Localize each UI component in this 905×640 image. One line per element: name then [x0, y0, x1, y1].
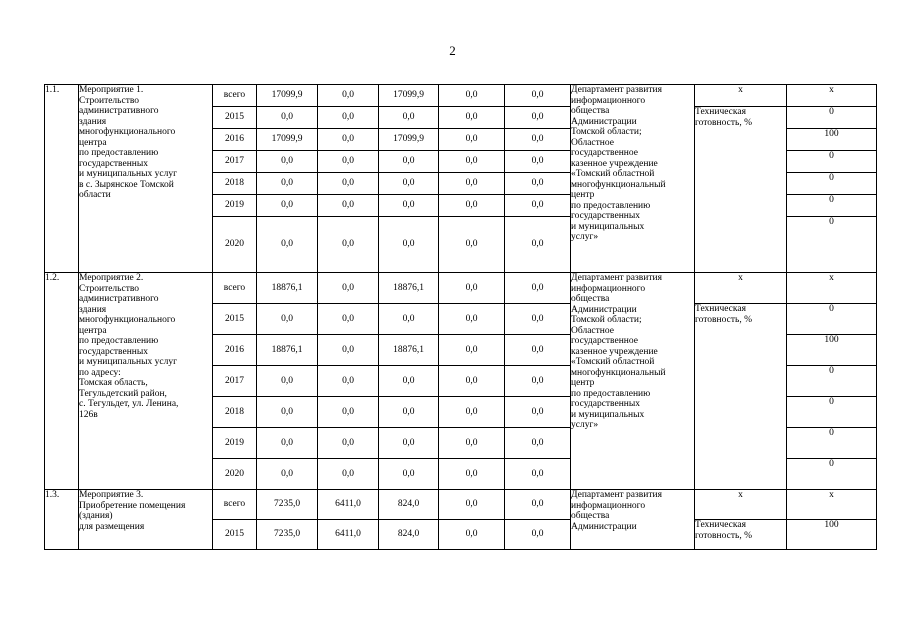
- indicator-value: 0: [787, 107, 877, 129]
- amount-value: 0,0: [379, 428, 439, 459]
- amount-value: 0,0: [379, 151, 439, 173]
- row-number: 1.1.: [45, 85, 79, 273]
- year-label: 2018: [213, 173, 257, 195]
- amount-value: 0,0: [318, 459, 379, 490]
- year-label: 2017: [213, 366, 257, 397]
- amount-value: 18876,1: [257, 335, 318, 366]
- amount-value: 7235,0: [257, 520, 318, 550]
- amount-value: 0,0: [505, 217, 571, 273]
- indicator-value: 0: [787, 459, 877, 490]
- amount-value: 0,0: [439, 335, 505, 366]
- amount-value: 0,0: [379, 107, 439, 129]
- amount-value: 0,0: [439, 397, 505, 428]
- amount-value: 0,0: [257, 107, 318, 129]
- amount-value: 17099,9: [379, 129, 439, 151]
- amount-value: 0,0: [439, 366, 505, 397]
- measure-name: Мероприятие 2. Строительство административного здания многофункционального центра по предоставлению государственных и муниципальных услуг по адресу: Томская область, Тегульдетский район, с. Тегульдет, ул. Ленина, 126в: [79, 273, 213, 490]
- amount-value: 0,0: [439, 107, 505, 129]
- amount-value: 0,0: [318, 195, 379, 217]
- amount-value: 0,0: [505, 428, 571, 459]
- indicator-value: 0: [787, 428, 877, 459]
- amount-value: 0,0: [379, 173, 439, 195]
- amount-value: 6411,0: [318, 520, 379, 550]
- table-body: [45, 85, 877, 550]
- amount-value: 0,0: [439, 520, 505, 550]
- row-number: 1.3.: [45, 490, 79, 550]
- indicator-name: Техническая готовность, %: [695, 520, 787, 550]
- year-label: 2020: [213, 459, 257, 490]
- amount-value: 0,0: [318, 273, 379, 304]
- year-label: 2016: [213, 129, 257, 151]
- amount-value: 18876,1: [257, 273, 318, 304]
- amount-value: 0,0: [439, 173, 505, 195]
- amount-value: 0,0: [257, 397, 318, 428]
- amount-value: 0,0: [318, 151, 379, 173]
- amount-value: 0,0: [318, 85, 379, 107]
- amount-value: 0,0: [439, 151, 505, 173]
- year-label: 2017: [213, 151, 257, 173]
- amount-value: 0,0: [505, 107, 571, 129]
- amount-value: 0,0: [318, 397, 379, 428]
- amount-value: 0,0: [439, 129, 505, 151]
- indicator-value: 0: [787, 366, 877, 397]
- table-row: [45, 273, 877, 304]
- indicator-value: 100: [787, 520, 877, 550]
- amount-value: 0,0: [257, 428, 318, 459]
- amount-value: 0,0: [505, 129, 571, 151]
- indicator-value: 0: [787, 173, 877, 195]
- amount-value: 0,0: [379, 195, 439, 217]
- amount-value: 0,0: [257, 151, 318, 173]
- amount-value: 17099,9: [257, 85, 318, 107]
- indicator-name: Техническая готовность, %: [695, 107, 787, 273]
- amount-value: 0,0: [505, 397, 571, 428]
- amount-value: 0,0: [379, 366, 439, 397]
- amount-value: 17099,9: [257, 129, 318, 151]
- measure-name: Мероприятие 3. Приобретение помещения (здания) для размещения: [79, 490, 213, 550]
- year-label: всего: [213, 85, 257, 107]
- page-number: 2: [449, 43, 456, 58]
- year-label: всего: [213, 273, 257, 304]
- year-label: 2015: [213, 304, 257, 335]
- amount-value: 0,0: [379, 304, 439, 335]
- program-table: [44, 84, 877, 550]
- indicator-mark: x: [695, 85, 787, 107]
- amount-value: 0,0: [439, 459, 505, 490]
- amount-value: 0,0: [439, 304, 505, 335]
- amount-value: 0,0: [257, 459, 318, 490]
- indicator-value: 100: [787, 129, 877, 151]
- amount-value: 0,0: [505, 173, 571, 195]
- amount-value: 0,0: [318, 217, 379, 273]
- year-label: 2015: [213, 520, 257, 550]
- amount-value: 0,0: [379, 397, 439, 428]
- responsible-department: Департамент развития информационного общества Администрации Томской области; Областное государственное казенное учреждение «Томский областной многофункциональный центр по предоставлению государственных и муниципальных услуг»: [571, 273, 695, 490]
- amount-value: 0,0: [439, 85, 505, 107]
- year-label: 2016: [213, 335, 257, 366]
- indicator-value: 0: [787, 151, 877, 173]
- amount-value: 0,0: [318, 304, 379, 335]
- indicator-value-mark: x: [787, 85, 877, 107]
- indicator-name: Техническая готовность, %: [695, 304, 787, 490]
- amount-value: 0,0: [318, 107, 379, 129]
- amount-value: 18876,1: [379, 335, 439, 366]
- amount-value: 0,0: [257, 304, 318, 335]
- amount-value: 0,0: [257, 366, 318, 397]
- table-row: [45, 85, 877, 107]
- amount-value: 0,0: [505, 273, 571, 304]
- amount-value: 0,0: [318, 335, 379, 366]
- amount-value: 0,0: [379, 217, 439, 273]
- year-label: 2019: [213, 195, 257, 217]
- amount-value: 0,0: [318, 129, 379, 151]
- amount-value: 0,0: [439, 490, 505, 520]
- amount-value: 0,0: [439, 217, 505, 273]
- amount-value: 0,0: [505, 151, 571, 173]
- amount-value: 17099,9: [379, 85, 439, 107]
- amount-value: 18876,1: [379, 273, 439, 304]
- amount-value: 0,0: [257, 217, 318, 273]
- amount-value: 824,0: [379, 490, 439, 520]
- amount-value: 0,0: [257, 195, 318, 217]
- amount-value: 6411,0: [318, 490, 379, 520]
- indicator-mark: x: [695, 490, 787, 520]
- indicator-value: 0: [787, 195, 877, 217]
- row-number: 1.2.: [45, 273, 79, 490]
- amount-value: 0,0: [505, 85, 571, 107]
- table-row: [45, 490, 877, 520]
- amount-value: 824,0: [379, 520, 439, 550]
- amount-value: 0,0: [505, 335, 571, 366]
- indicator-value: 0: [787, 397, 877, 428]
- amount-value: 0,0: [318, 366, 379, 397]
- measure-name: Мероприятие 1. Строительство административного здания многофункционального центра по предоставлению государственных и муниципальных услуг в с. Зырянское Томской области: [79, 85, 213, 273]
- amount-value: 0,0: [505, 490, 571, 520]
- indicator-value-mark: x: [787, 273, 877, 304]
- indicator-mark: x: [695, 273, 787, 304]
- year-label: 2019: [213, 428, 257, 459]
- indicator-value: 0: [787, 217, 877, 273]
- amount-value: 0,0: [439, 428, 505, 459]
- amount-value: 0,0: [505, 366, 571, 397]
- indicator-value: 100: [787, 335, 877, 366]
- amount-value: 0,0: [439, 273, 505, 304]
- year-label: 2018: [213, 397, 257, 428]
- responsible-department: Департамент развития информационного общества Администрации: [571, 490, 695, 550]
- indicator-value: 0: [787, 304, 877, 335]
- amount-value: 0,0: [318, 428, 379, 459]
- amount-value: 0,0: [318, 173, 379, 195]
- year-label: 2020: [213, 217, 257, 273]
- amount-value: 0,0: [505, 459, 571, 490]
- amount-value: 0,0: [505, 304, 571, 335]
- amount-value: 0,0: [505, 520, 571, 550]
- year-label: 2015: [213, 107, 257, 129]
- amount-value: 0,0: [257, 173, 318, 195]
- amount-value: 0,0: [379, 459, 439, 490]
- responsible-department: Департамент развития информационного общества Администрации Томской области; Областное государственное казенное учреждение «Томский областной многофункциональный центр по предоставлению государственных и муниципальных услуг»: [571, 85, 695, 273]
- amount-value: 7235,0: [257, 490, 318, 520]
- amount-value: 0,0: [439, 195, 505, 217]
- indicator-value-mark: x: [787, 490, 877, 520]
- amount-value: 0,0: [505, 195, 571, 217]
- year-label: всего: [213, 490, 257, 520]
